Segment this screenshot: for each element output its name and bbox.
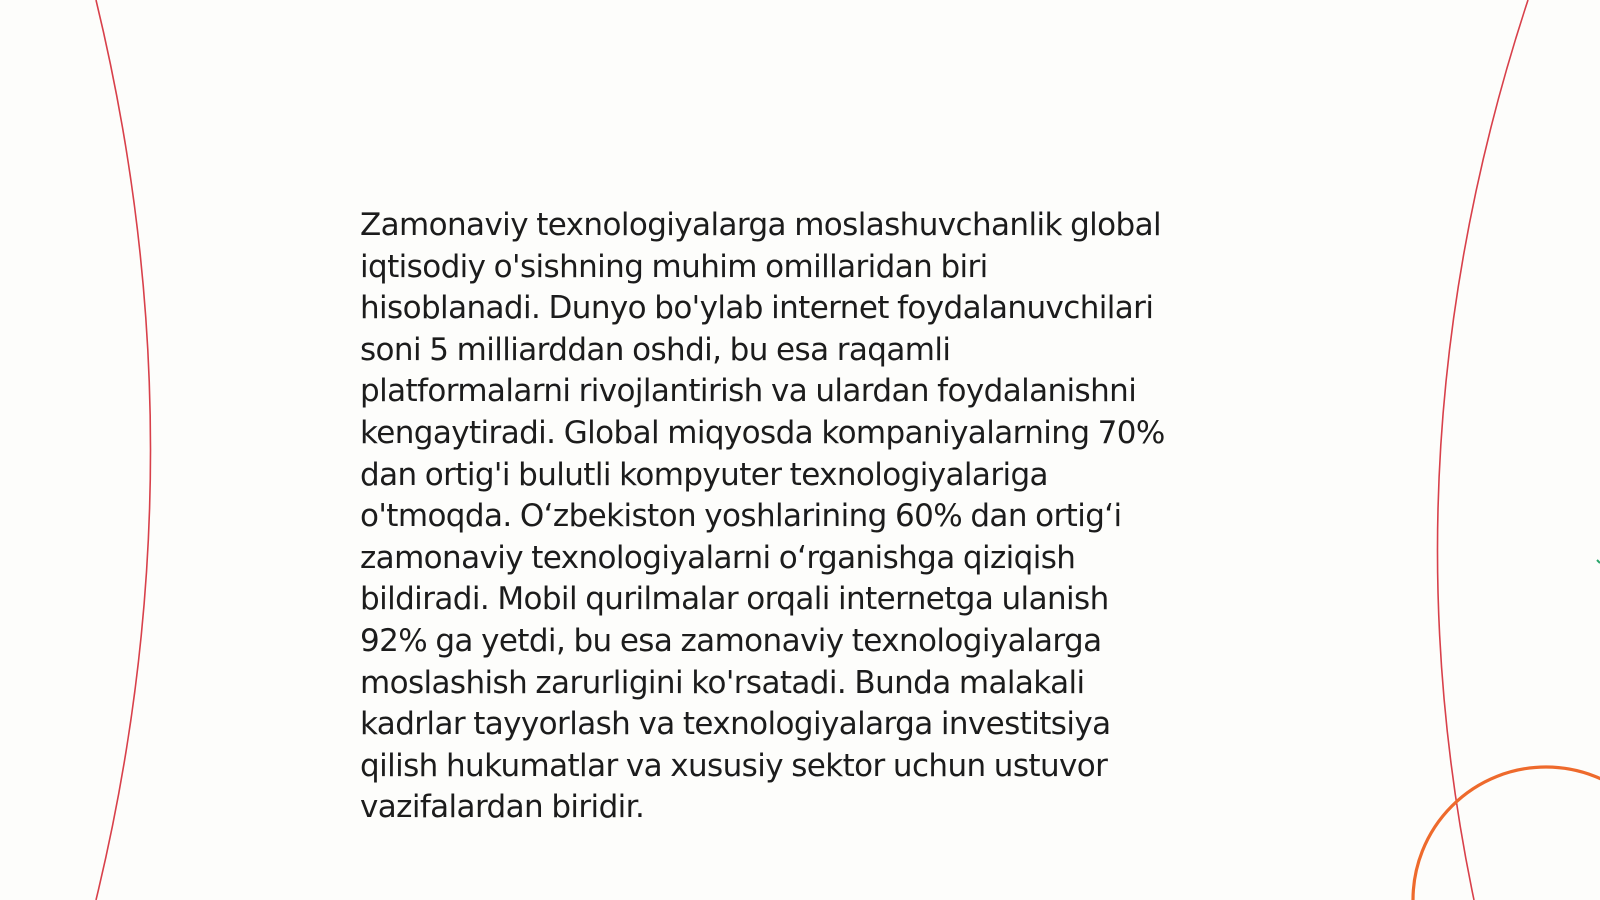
paragraph-line: vazifalardan biridir. xyxy=(360,789,645,826)
paragraph-line: kadrlar tayyorlash va texnologiyalarga investitsiya xyxy=(360,706,1111,743)
paragraph-line: o'tmoqda. O‘zbekiston yoshlarining 60% dan ortig‘i xyxy=(360,498,1122,535)
right-curve-line xyxy=(1437,0,1528,900)
orange-accent-circle xyxy=(1413,767,1600,900)
paragraph-line: platformalarni rivojlantirish va ulardan foydalanishni xyxy=(360,373,1137,410)
paragraph-line: hisoblanadi. Dunyo bo'ylab internet foydalanuvchilari xyxy=(360,290,1154,327)
paragraph-line: dan ortig'i bulutli kompyuter texnologiyalariga xyxy=(360,456,1048,493)
paragraph-line: soni 5 milliarddan oshdi, bu esa raqamli xyxy=(360,331,951,368)
left-curve-line xyxy=(96,0,151,900)
paragraph-line: moslashish zarurligini ko'rsatadi. Bunda malakali xyxy=(360,664,1085,701)
paragraph-line: bildiradi. Mobil qurilmalar orqali internetga ulanish xyxy=(360,581,1109,618)
paragraph-line: zamonaviy texnologiyalarni o‘rganishga qiziqish xyxy=(360,539,1076,576)
paragraph-line: Zamonaviy texnologiyalarga moslashuvchanlik global xyxy=(360,207,1162,243)
body-paragraph xyxy=(360,205,1240,829)
paragraph-line: iqtisodiy o'sishning muhim omillaridan biri xyxy=(360,248,988,285)
paragraph-line: qilish hukumatlar va xususiy sektor uchun ustuvor xyxy=(360,747,1108,784)
paragraph-line: 92% ga yetdi, bu esa zamonaviy texnologiyalarga xyxy=(360,622,1102,659)
paragraph-line: kengaytiradi. Global miqyosda kompaniyalarning 70% xyxy=(360,414,1165,451)
